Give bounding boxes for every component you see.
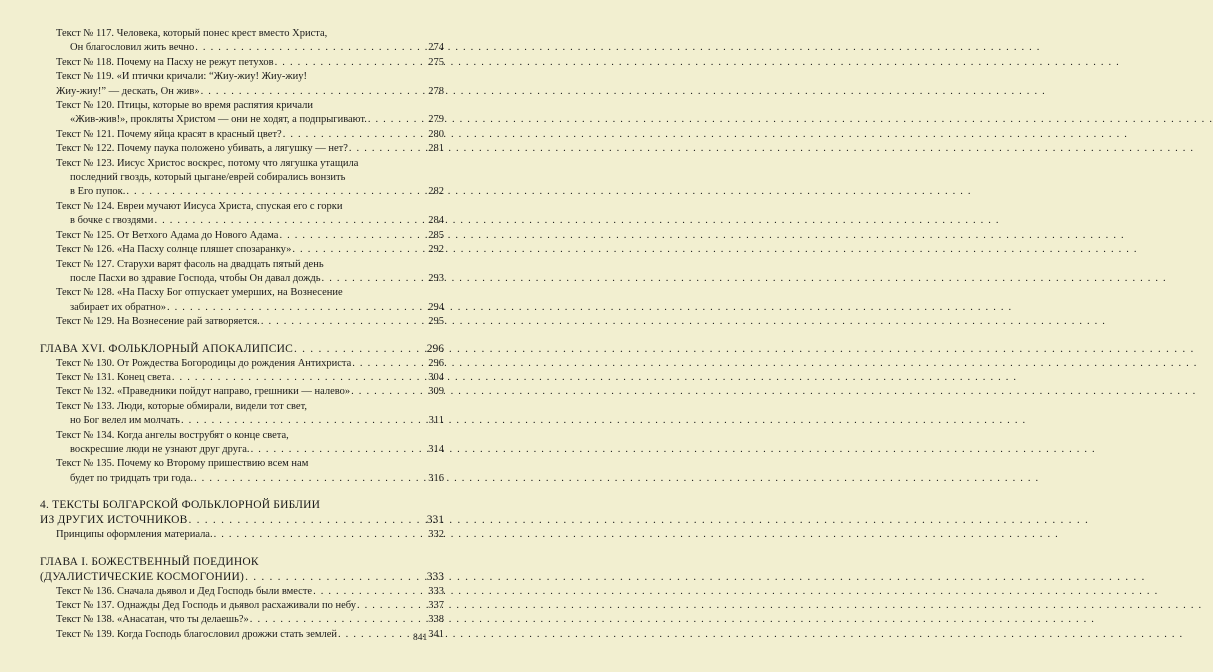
leader-dots [349,142,427,156]
toc-page-number: 279 [428,114,444,126]
toc-page-number: 333 [426,570,444,583]
toc-entry-title: воскресшие люди не узнают друг друга. [70,443,250,455]
page-number: 841 [413,633,428,643]
toc-entry[interactable] [40,27,444,56]
toc-entry-title: Текст № 134. Когда ангелы вострубят о конце света, [56,429,289,441]
toc-page-number: 332 [428,529,444,541]
toc-entry[interactable] [40,200,444,229]
toc-entry-title: Текст № 120. Птицы, которые во время распятия кричали [56,100,313,112]
leader-dots [154,214,427,228]
leader-dots [261,315,427,329]
toc-entry[interactable] [40,429,444,458]
leader-dots [313,585,427,599]
toc-entry[interactable] [40,371,444,385]
leader-dots [275,56,428,70]
leader-dots [283,128,428,142]
toc-entry-title: Текст № 122. Почему паука положено убивать, а лягушку — нет? [56,143,348,155]
toc-entry-title: ИЗ ДРУГИХ ИСТОЧНИКОВ [40,514,188,527]
toc-page-number: 278 [428,85,444,97]
toc-entry-title: Принципы оформления материала. [56,529,213,541]
leader-dots [368,113,427,127]
leader-dots [279,229,427,243]
toc-entry-title: последний гвоздь, который цыгане/еврей собирались вонзить [70,172,346,184]
toc-entry[interactable] [40,142,444,156]
toc-entry-title: Текст № 126. «На Пасху солнце пляшет спозаранку» [56,244,292,256]
toc-entry-title: Он благословил жить вечно [70,42,195,54]
toc-entry-title: в Его пупок. [70,186,126,198]
toc-page-number: 293 [428,272,444,284]
toc-entry[interactable] [40,56,444,70]
toc-entry-title: Текст № 118. Почему на Пасху не режут петухов [56,56,274,68]
toc-page-number: 314 [428,443,444,455]
toc-entry-title: Текст № 136. Сначала дьявол и Дед Господь были вместе [56,585,313,597]
toc-entry[interactable] [40,528,444,542]
toc-page-number: 296 [428,357,444,369]
toc-entry-title: ГЛАВА I. БОЖЕСТВЕННЫЙ ПОЕДИНОК [40,555,259,568]
toc-entry-title: Текст № 125. От Ветхого Адама до Нового Адама [56,229,279,241]
toc-entry-title: забирает их обратно» [70,301,166,313]
toc-entry-title: ГЛАВА XVI. ФОЛЬКЛОРНЫЙ АПОКАЛИПСИС [40,342,293,355]
toc-entry[interactable] [40,157,444,200]
toc-entry-title: Текст № 135. Почему ко Второму пришествию всем нам [56,458,309,470]
toc-entry-title: после Пасхи во здравие Господа, чтобы Он давал дождь [70,272,321,284]
toc-page-number: 341 [428,628,444,640]
leader-dots [357,599,427,613]
toc-entry[interactable] [40,628,444,642]
toc-entry-title: будет по тридцать три года. [70,472,194,484]
toc-entry[interactable] [40,613,444,627]
toc-entry-title: в бочке с гвоздями [70,215,154,227]
toc-entry[interactable] [40,585,444,599]
toc-chapter-heading[interactable] [40,498,444,528]
toc-entry-title: Текст № 132. «Праведники пойдут направо, грешники — налево» [56,386,351,398]
toc-page-number: 281 [428,143,444,155]
toc-page-number: 280 [428,128,444,140]
toc-page-number: 282 [428,186,444,198]
leader-dots [126,185,427,199]
toc-entry[interactable] [40,258,444,287]
toc-page-number: 294 [428,301,444,313]
toc-entry-title: Текст № 128. «На Пасху Бог отпускает умерших, на Вознесение [56,287,343,299]
toc-entry-title: но Бог велел им молчать [70,415,180,427]
leader-dots [251,443,428,457]
toc-entry-title: Текст № 129. На Вознесение рай затворяется. [56,316,260,328]
leader-dots [294,342,426,357]
toc-entry-title: Текст № 139. Когда Господь благословил дрожжи стать землей [56,628,338,640]
toc-page-number: 275 [428,56,444,68]
section-gap [40,486,444,498]
section-gap [40,330,444,342]
section-gap [40,543,444,555]
toc-chapter-heading[interactable] [40,342,444,357]
toc-page-number: 284 [428,215,444,227]
leader-dots [195,41,427,55]
leader-dots [351,385,427,399]
toc-entry[interactable] [40,70,444,99]
toc-page-number: 338 [428,614,444,626]
leader-dots [167,301,427,315]
toc-page-number: 316 [428,472,444,484]
toc-page-number: 333 [428,585,444,597]
toc-entry-title: «Жив-жив!», прокляты Христом — они не ходят, а подпрыгивают. [70,114,367,126]
leader-dots [188,513,425,528]
toc-entry[interactable] [40,400,444,429]
toc-entry-title: Текст № 117. Человека, который понес крест вместо Христа, [56,28,328,39]
toc-entry-title: Жиу-жиу!” — дескать, Он жив» [56,85,200,97]
leader-dots [322,272,428,286]
toc-page-number: 304 [428,371,444,383]
toc-entry-title: Текст № 130. От Рождества Богородицы до рождения Антихриста [56,357,352,369]
toc-entry-title: Текст № 138. «Анасатан, что ты делаешь?» [56,614,249,626]
leader-dots [214,528,428,542]
toc-entry[interactable] [40,599,444,613]
toc-entry[interactable] [40,385,444,399]
toc-chapter-heading[interactable] [40,555,444,585]
book-page [0,0,496,672]
toc-entry[interactable] [40,128,444,142]
toc-entry[interactable] [40,243,444,257]
leader-dots [352,357,427,371]
toc-page-number: 311 [428,415,444,427]
toc-entry-title: Текст № 127. Старухи варят фасоль на двадцать пятый день [56,258,324,270]
toc-page-number: 337 [428,600,444,611]
toc-entry[interactable] [40,315,444,329]
leader-dots [250,613,427,627]
toc-entry[interactable] [40,457,444,486]
toc-entry[interactable] [40,286,444,315]
toc-entry-title: 4. ТЕКСТЫ БОЛГАРСКОЙ ФОЛЬКЛОРНОЙ БИБЛИИ [40,499,321,512]
leader-dots [201,85,428,99]
toc-entry-title: Текст № 119. «И птички кричали: “Жиу-жиу! Жиу-жиу! [56,71,308,83]
toc-page-number: 331 [426,514,444,527]
leader-dots [181,414,428,428]
toc-page-number: 309 [428,386,444,398]
toc-entry[interactable] [40,99,444,128]
table-of-contents [40,27,444,642]
toc-entry-title: Текст № 121. Почему яйца красят в красный цвет? [56,128,282,140]
leader-dots [245,570,426,585]
toc-page-number: 274 [428,42,444,54]
toc-entry[interactable] [40,229,444,243]
leader-dots [194,472,427,486]
toc-entry-title: Текст № 131. Конец света [56,371,171,383]
toc-page-number: 285 [428,229,444,241]
toc-entry[interactable] [40,357,444,371]
toc-entry-title: (ДУАЛИСТИЧЕСКИЕ КОСМОГОНИИ) [40,570,245,583]
toc-page-number: 296 [426,342,444,355]
toc-page-number: 295 [428,316,444,328]
toc-entry-title: Текст № 124. Евреи мучают Иисуса Христа, спуская его с горки [56,200,343,212]
toc-entry-title: Текст № 137. Однажды Дед Господь и дьявол расхаживали по небу [56,600,356,611]
leader-dots [172,371,427,385]
toc-entry-title: Текст № 123. Иисус Христос воскрес, потому что лягушка утащила [56,157,359,169]
toc-page-number: 292 [428,244,444,256]
toc-entry-title: Текст № 133. Люди, которые обмирали, видели тот свет, [56,400,307,412]
leader-dots [292,243,427,257]
